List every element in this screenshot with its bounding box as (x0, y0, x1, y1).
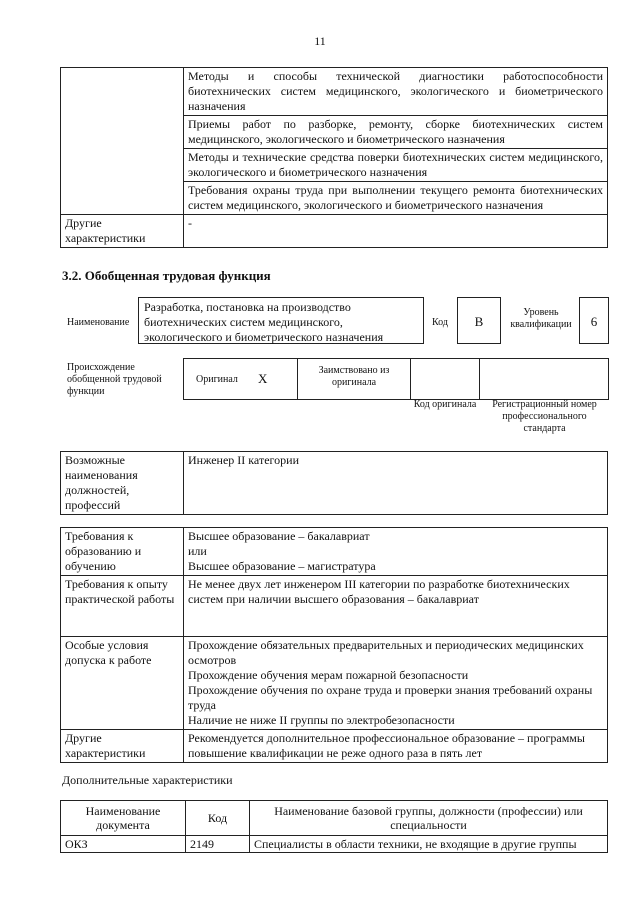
header-name: Наименование базовой группы, должности (профессии) или специальности (250, 801, 608, 836)
req-line: Прохождение обучения по охране труда и проверки знания требований охраны труда (188, 683, 593, 712)
table-row: Методы и способы технической диагностики работоспособности биотехнических систем медицинского, экологического и биометрического назначения (184, 68, 608, 116)
req-line: или (188, 544, 207, 558)
reg-caption: Регистрационный номер профессионального стандарта (492, 399, 597, 434)
level-label: Уровень квалификации (510, 307, 572, 330)
additional-title: Дополнительные характеристики (62, 773, 233, 787)
table-row: Требования охраны труда при выполнении текущего ремонта биотехнических систем медицинского, экологического и биометрического назначения (184, 182, 608, 215)
req-label: Требования к образованию и обучению (61, 528, 184, 576)
cell-name: Специалисты в области техники, не входящие в другие группы (250, 836, 608, 853)
table-row: Методы и технические средства поверки биотехнических систем медицинского, экологического и биометрического назначения (184, 149, 608, 182)
other-value: - (184, 215, 608, 248)
cell-document: ОКЗ (61, 836, 186, 853)
additional-table (60, 800, 608, 853)
positions-value: Инженер II категории (184, 452, 608, 515)
positions-table (60, 451, 608, 515)
name-label: Наименование (67, 317, 130, 328)
other-label: Другие характеристики (61, 215, 184, 248)
section-title: 3.2. Обобщенная трудовая функция (62, 268, 271, 283)
req-label: Требования к опыту практической работы (61, 576, 184, 637)
borrowed-label: Заимствовано из оригинала (318, 365, 390, 388)
req-line: Высшее образование – бакалавриат (188, 529, 370, 543)
req-line: Прохождение обучения мерам пожарной безопасности (188, 668, 469, 682)
req-line: Прохождение обязательных предварительных и периодических медицинских осмотров (188, 638, 584, 667)
req-label: Другие характеристики (61, 730, 184, 763)
origin-label: Происхождение обобщенной трудовой функции (67, 362, 162, 397)
positions-label: Возможные наименования должностей, профессий (61, 452, 184, 515)
cell-code: 2149 (186, 836, 250, 853)
req-line: Наличие не ниже II группы по электробезопасности (188, 713, 455, 727)
page-number: 11 (314, 34, 326, 48)
code-caption: Код оригинала (413, 399, 477, 410)
origin-original-cell (183, 358, 298, 400)
header-code: Код (186, 801, 250, 836)
table-row: Приемы работ по разборке, ремонту, сборке биотехнических систем медицинского, экологического и биометрического назначения (184, 116, 608, 149)
knowledge-table (60, 67, 608, 248)
header-document: Наименование документа (61, 801, 186, 836)
req-line: Не менее двух лет инженером III категории по разработке биотехнических систем при наличии высшего образования – бакалавриат (188, 577, 570, 606)
req-label: Особые условия допуска к работе (61, 637, 184, 730)
level-box (579, 297, 609, 344)
original-mark: X (258, 371, 268, 386)
function-name: Разработка, постановка на производство биотехнических систем медицинского, экологического и биометрического назначения (144, 300, 384, 344)
requirements-table (60, 527, 608, 763)
original-label: Оригинал (196, 374, 238, 385)
origin-reg-cell (479, 358, 609, 400)
code-value: B (474, 314, 484, 329)
req-line: Рекомендуется дополнительное профессиональное образование – программы повышение квалификации не реже одного раза в пять лет (188, 731, 585, 760)
code-box (457, 297, 501, 344)
level-value: 6 (590, 314, 598, 329)
origin-code-cell (410, 358, 480, 400)
origin-borrowed-cell (297, 358, 411, 400)
code-label: Код (432, 317, 448, 328)
req-line: Высшее образование – магистратура (188, 559, 376, 573)
function-name-box (138, 297, 424, 344)
